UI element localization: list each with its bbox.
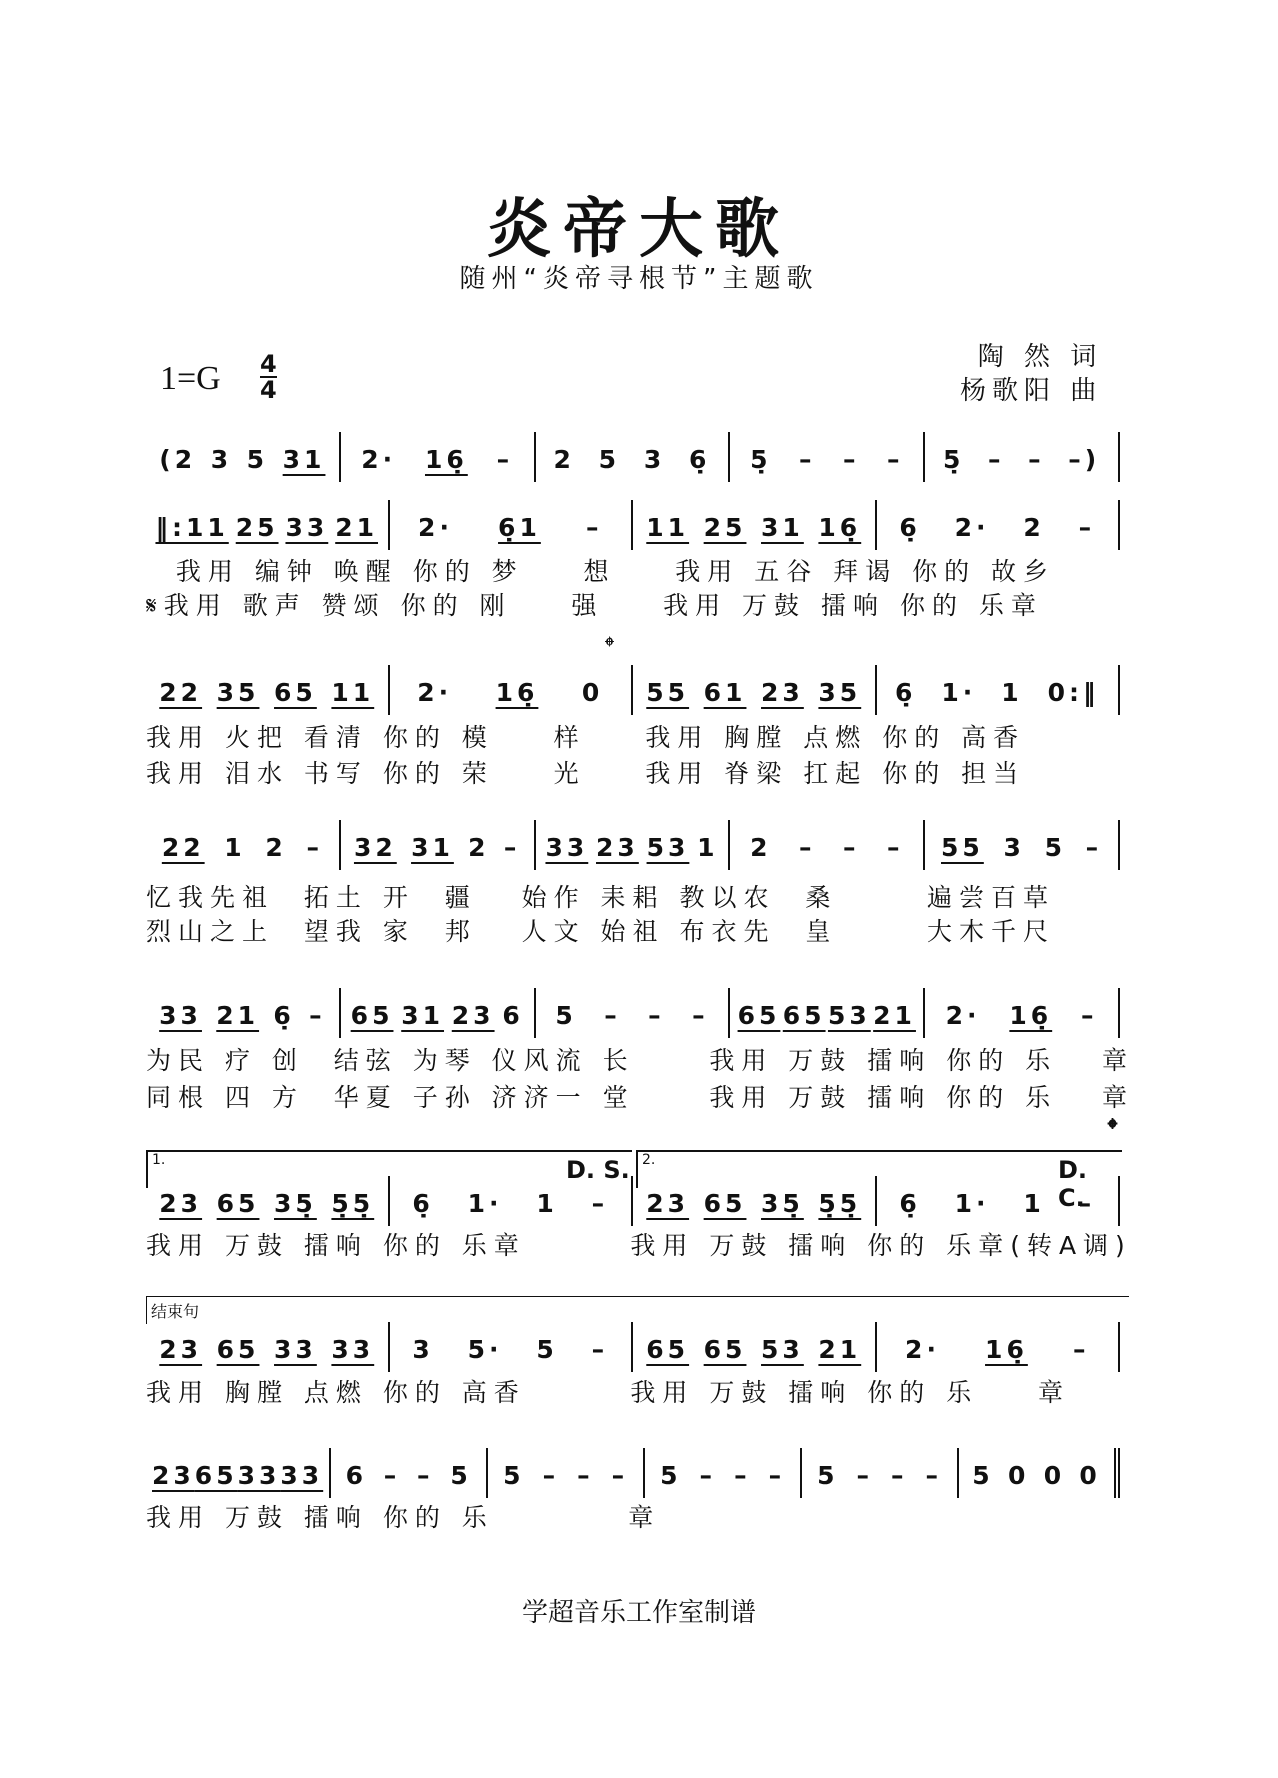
measure [730, 820, 925, 870]
note-beat: – [648, 1001, 665, 1030]
staff-row [146, 988, 1120, 1038]
lyric-line: 我用 火把 看清 你的 模 样 我用 胸膛 点燃 你的 高香 [146, 723, 1026, 752]
lyric-line: 烈山之上 望我 家 邦 人文 始祖 布衣先 皇 大木千尺 [146, 917, 1056, 946]
note-beat: 33 [280, 1461, 324, 1490]
measure [802, 1448, 959, 1498]
note-beat: – [1028, 445, 1045, 474]
note-beat: 6̣ [689, 445, 711, 474]
note-beat: 33 [285, 513, 329, 542]
note-beat: 1 [1001, 678, 1023, 707]
volta-2: 2. [636, 1150, 1122, 1188]
note-beat: – [842, 833, 860, 862]
note-beat: 32 [353, 833, 397, 862]
note-beat: 23 [159, 1335, 203, 1364]
note-beat: – [856, 1461, 874, 1490]
note-beat: – [734, 1461, 751, 1490]
note-beat: 55 [941, 833, 984, 862]
note-beat: 6̣ [412, 1189, 434, 1218]
note-beat: 31 [761, 513, 804, 542]
note-beat: – [503, 833, 521, 862]
note-beat: – [886, 833, 904, 862]
note-beat: – [699, 1461, 717, 1490]
note-beat: 5 [536, 1335, 558, 1364]
note-beat: 35̣ [274, 1189, 317, 1218]
measure [146, 1448, 331, 1498]
note-beat: 33 [545, 833, 589, 862]
note-beat: – [799, 833, 816, 862]
note-beat: – [1085, 833, 1103, 862]
note-beat: 1· [941, 678, 977, 707]
note-beat: – [496, 445, 514, 474]
staff-row [146, 1322, 1120, 1372]
measure [146, 1322, 390, 1372]
note-beat: 1· [467, 1189, 503, 1218]
note-beat: – [309, 1001, 326, 1030]
note-beat: –) [1068, 445, 1101, 474]
measure [877, 500, 1121, 550]
note-beat: 6̣ [899, 513, 921, 542]
lyric-line: 我用 胸膛 点燃 你的 高香 我用 万鼓 擂响 你的 乐 章 [146, 1378, 1070, 1407]
note-beat: 65 [703, 1335, 747, 1364]
note-beat: – [925, 1461, 943, 1490]
note-beat: 65 [703, 1189, 747, 1218]
note-beat: – [577, 1461, 594, 1490]
note-beat: 6 [345, 1461, 367, 1490]
note-beat: 0 [581, 678, 604, 707]
note-beat: 2· [361, 445, 397, 474]
note-beat: 6̣1 [498, 513, 541, 542]
note-beat: 1· [954, 1189, 990, 1218]
note-beat: 6̣ [899, 1189, 921, 1218]
measure [146, 432, 341, 482]
note-beat: 2 [265, 833, 287, 862]
note-beat: 3 [1003, 833, 1025, 862]
note-beat: 3 [643, 445, 666, 474]
note-beat: 5 [503, 1461, 525, 1490]
note-beat: 25 [703, 513, 747, 542]
measure [341, 988, 536, 1038]
note-beat: – [417, 1461, 434, 1490]
note-beat: 23 [646, 1189, 690, 1218]
lyric-line: 我用 万鼓 擂响 你的 乐 章 [146, 1503, 661, 1532]
note-beat: 23 [159, 1189, 203, 1218]
note-beat: – [1081, 1001, 1098, 1030]
note-beat: 6 [502, 1001, 524, 1030]
note-beat: 11 [646, 513, 690, 542]
note-beat: – [842, 445, 860, 474]
note-beat: 21 [873, 1001, 916, 1030]
note-beat: 21 [216, 1001, 260, 1030]
staff-row [146, 820, 1120, 870]
measure [390, 1322, 634, 1372]
note-beat: 23 [596, 833, 639, 862]
note-beat: 65 [782, 1001, 826, 1030]
staff-row [146, 665, 1120, 715]
measure [341, 820, 536, 870]
composer: 杨歌阳 曲 [960, 376, 1103, 406]
note-beat: – [591, 1189, 609, 1218]
note-beat: 21 [335, 513, 379, 542]
note-beat: – [768, 1461, 786, 1490]
note-beat: 5 [972, 1461, 994, 1490]
note-beat: 3 [412, 1335, 434, 1364]
song-title: 炎帝大歌 [487, 192, 791, 267]
note-beat: 16̣ [1009, 1001, 1053, 1030]
note-beat: 2 [1023, 513, 1045, 542]
staff-row [146, 1176, 1120, 1226]
note-beat: – [383, 1461, 401, 1490]
note-beat: 53 [827, 1001, 871, 1030]
measure [146, 820, 341, 870]
note-beat: 65 [194, 1461, 238, 1490]
measure [925, 820, 1120, 870]
measure [536, 820, 731, 870]
note-beat: – [542, 1461, 560, 1490]
lyric-line: 忆我先祖 拓土 开 疆 始作 耒耜 教以农 桑 遍尝百草 [146, 883, 1056, 912]
note-beat: 5 [598, 445, 621, 474]
measure [633, 1322, 877, 1372]
note-beat: – [604, 1001, 621, 1030]
ds-mark: D. S. [566, 1156, 630, 1184]
volta-1: 1. [146, 1150, 632, 1188]
note-beat: 65 [737, 1001, 781, 1030]
note-beat: 0:‖ [1047, 678, 1100, 707]
note-beat: 61 [703, 678, 747, 707]
note-beat: (2 [159, 445, 197, 474]
note-beat: ‖:11 [155, 513, 229, 542]
coda-icon: 𝄌 [1108, 1114, 1117, 1144]
note-beat: 65 [646, 1335, 690, 1364]
measure [877, 1176, 1121, 1226]
note-beat: 6̣ [894, 678, 917, 707]
note-beat: 5 [450, 1461, 472, 1490]
lyric-line: 我用 泪水 书写 你的 荣 光 我用 脊梁 扛起 你的 担当 [146, 759, 1026, 788]
note-beat: 65 [350, 1001, 394, 1030]
note-beat: 5· [467, 1335, 503, 1364]
note-beat: 16̣ [424, 445, 468, 474]
dc-mark: D. C. [1058, 1156, 1088, 1212]
note-beat: 33 [237, 1461, 281, 1490]
lyric-line: 𝄋我用 歌声 赞颂 你的 刚 强 我用 万鼓 擂响 你的 乐章 [146, 591, 1043, 620]
note-beat: 53 [761, 1335, 804, 1364]
measure [877, 1322, 1121, 1372]
note-beat: – [591, 1335, 609, 1364]
note-beat: 1 [224, 833, 246, 862]
note-beat: 5 [555, 1001, 577, 1030]
note-beat: 2 [468, 833, 490, 862]
measure [146, 500, 390, 550]
measure [390, 500, 634, 550]
footer-credit: 学超音乐工作室制谱 [521, 1598, 756, 1628]
key-signature: 1=G [160, 360, 221, 397]
note-beat: – [1078, 513, 1096, 542]
note-beat: 65 [274, 678, 317, 707]
measure [730, 432, 925, 482]
note-beat: – [1078, 1189, 1096, 1218]
staff-row [146, 500, 1120, 550]
note-beat: 3 [210, 445, 233, 474]
note-beat: 0 [1079, 1461, 1101, 1490]
note-beat: – [1072, 1335, 1090, 1364]
lyric-line: 我用 编钟 唤醒 你的 梦 想 我用 五谷 拜谒 你的 故乡 [146, 557, 1056, 586]
staff-row [146, 1448, 1120, 1498]
note-beat: – [799, 445, 816, 474]
note-beat: 5 [1044, 833, 1066, 862]
ending-label: 结束句 [146, 1296, 1129, 1324]
note-beat: 65 [216, 1189, 260, 1218]
measure [536, 988, 731, 1038]
meter-top: 4 [260, 350, 277, 378]
note-beat: 23 [152, 1461, 195, 1490]
note-beat: 1 [1023, 1189, 1045, 1218]
measure [645, 1448, 802, 1498]
note-beat: 31 [401, 1001, 445, 1030]
note-beat: 2 [750, 833, 772, 862]
note-beat: – [611, 1461, 629, 1490]
note-beat: 16̣ [818, 513, 862, 542]
measure [925, 432, 1120, 482]
measure [536, 432, 731, 482]
note-beat: 16̣ [495, 678, 539, 707]
measure [341, 432, 536, 482]
note-beat: 33 [331, 1335, 375, 1364]
note-beat: 53 [646, 833, 690, 862]
note-beat: 2· [905, 1335, 940, 1364]
note-beat: 31 [411, 833, 454, 862]
note-beat: 2 [553, 445, 575, 474]
note-beat: 5 [817, 1461, 839, 1490]
measure [390, 1176, 634, 1226]
note-beat: – [306, 833, 323, 862]
note-beat: 2· [417, 678, 453, 707]
note-beat: – [692, 1001, 709, 1030]
note-beat: 33 [159, 1001, 202, 1030]
note-beat: 21 [818, 1335, 862, 1364]
lyricist: 陶 然 词 [977, 342, 1103, 372]
meter-bottom: 4 [260, 376, 277, 404]
measure [633, 1176, 877, 1226]
measure [925, 988, 1120, 1038]
note-beat: 16̣ [985, 1335, 1028, 1364]
subtitle: 随州“炎帝寻根节”主题歌 [459, 264, 819, 294]
note-beat: 6̣ [273, 1001, 295, 1030]
note-beat: 5̣ [750, 445, 772, 474]
time-signature [260, 352, 277, 402]
note-beat: 0 [1007, 1461, 1030, 1490]
measure [488, 1448, 645, 1498]
note-beat: 23 [761, 678, 804, 707]
note-beat: 1 [697, 833, 719, 862]
measure [730, 988, 925, 1038]
note-beat: 22 [159, 678, 203, 707]
lyric-line: 我用 万鼓 擂响 你的 乐章 我用 万鼓 擂响 你的 乐章(转A调) [146, 1231, 1132, 1260]
note-beat: 5̣5̣ [331, 1189, 375, 1218]
note-beat: – [988, 445, 1005, 474]
note-beat: 5̣ [942, 445, 965, 474]
note-beat: 2· [954, 513, 990, 542]
note-beat: 65 [216, 1335, 260, 1364]
measure [633, 665, 877, 715]
measure [146, 1176, 390, 1226]
lyric-line: 同根 四 方 华夏 子孙 济济一 堂 我用 万鼓 擂响 你的 乐 章 [146, 1083, 1134, 1112]
note-beat: 11 [331, 678, 375, 707]
note-beat: 1 [536, 1189, 558, 1218]
measure [146, 988, 341, 1038]
measure [390, 665, 634, 715]
measure [959, 1448, 1120, 1498]
credits [960, 340, 1102, 408]
note-beat: 23 [451, 1001, 495, 1030]
note-beat: 5 [246, 445, 269, 474]
coda-icon: 𝄌 [605, 632, 614, 662]
note-beat: 35̣ [761, 1189, 804, 1218]
note-beat: 2· [418, 513, 453, 542]
note-beat: 22 [161, 833, 205, 862]
staff-row [146, 432, 1120, 482]
measure [146, 665, 390, 715]
note-beat: – [585, 513, 603, 542]
note-beat: 5 [660, 1461, 682, 1490]
note-beat: 55 [646, 678, 690, 707]
measure [633, 500, 877, 550]
note-beat: 35 [216, 678, 260, 707]
note-beat: 31 [282, 445, 326, 474]
note-beat: 25 [235, 513, 279, 542]
note-beat: – [891, 1461, 908, 1490]
note-beat: 33 [274, 1335, 317, 1364]
lyric-line: 为民 疗 创 结弦 为琴 仪风流 长 我用 万鼓 擂响 你的 乐 章 [146, 1046, 1134, 1075]
note-beat: 5̣5̣ [818, 1189, 862, 1218]
measure [877, 665, 1121, 715]
note-beat: 35 [818, 678, 862, 707]
note-beat: 2· [945, 1001, 981, 1030]
note-beat: 0 [1043, 1461, 1066, 1490]
note-beat: – [886, 445, 904, 474]
measure [331, 1448, 488, 1498]
